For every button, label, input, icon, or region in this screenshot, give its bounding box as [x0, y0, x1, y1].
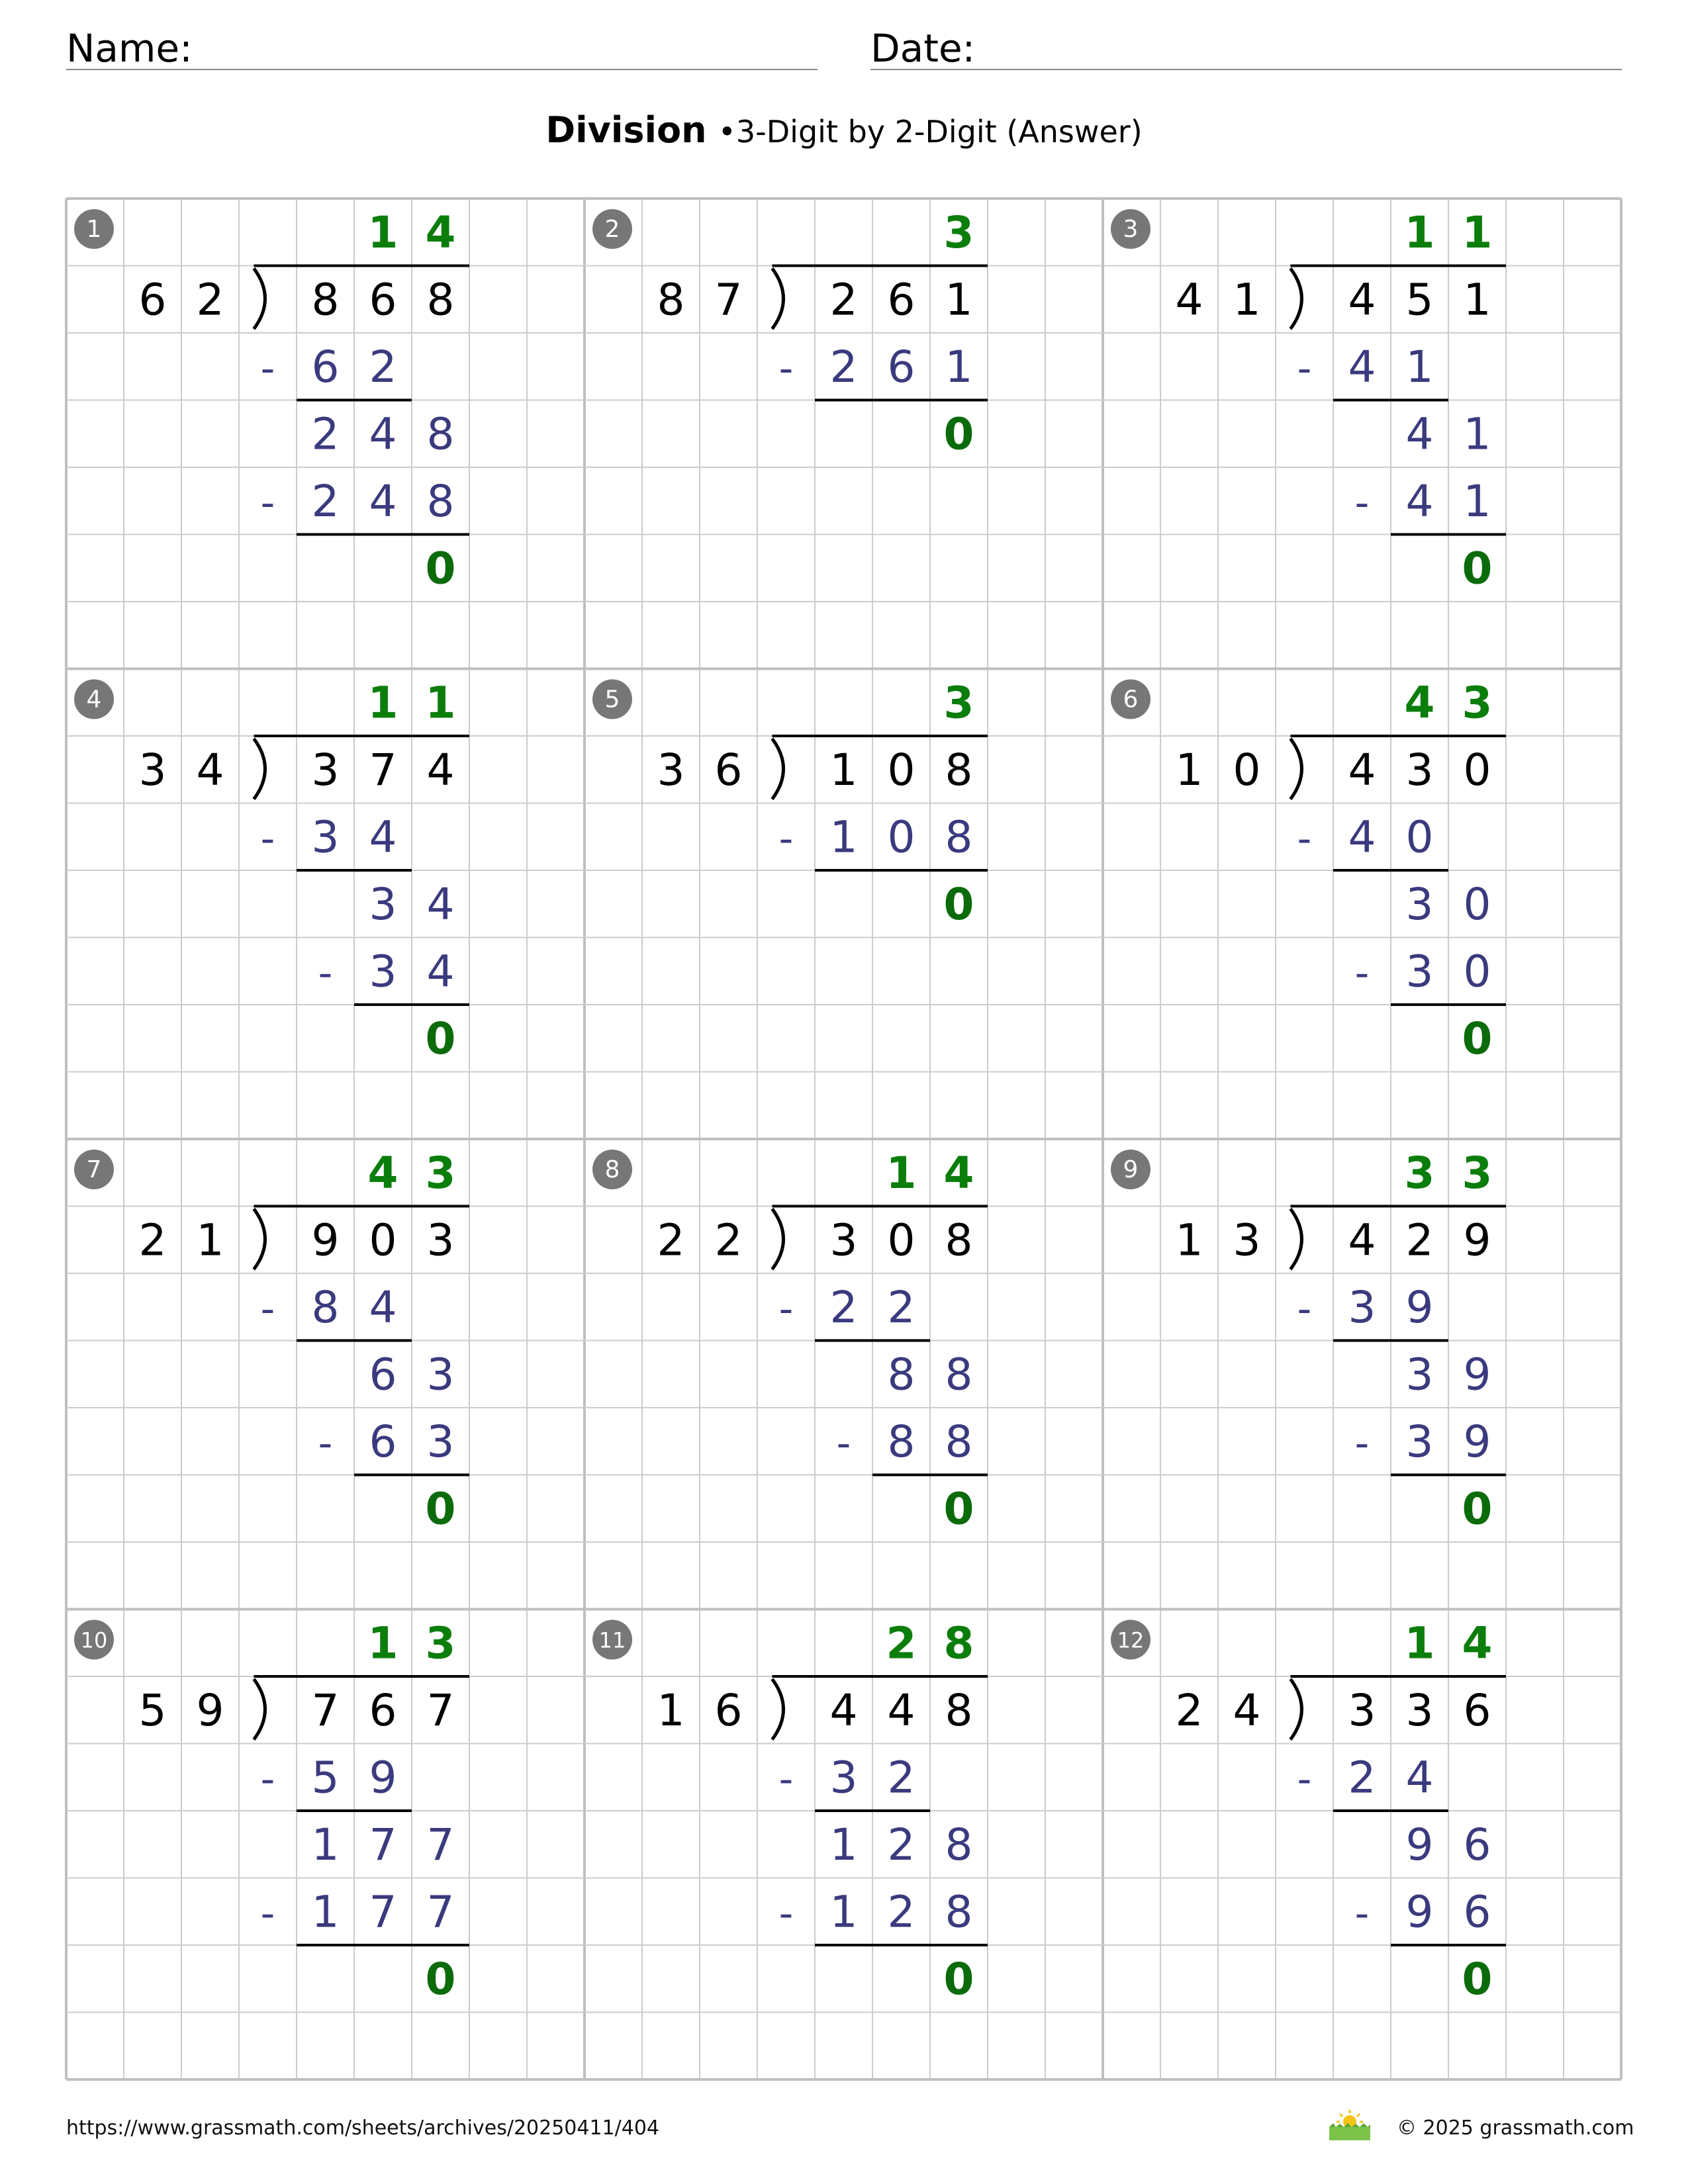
dividend-digit: 3: [1405, 1685, 1434, 1737]
subtrahend-digit: 9: [1405, 1886, 1434, 1938]
remainder-digit: 0: [425, 1013, 456, 1065]
divisor-digit: 2: [657, 1214, 685, 1266]
problem-number: 9: [1123, 1156, 1139, 1183]
divisor-digit: 2: [714, 1214, 743, 1266]
dividend-digit: 1: [829, 745, 858, 796]
subtrahend-digit: 3: [1348, 1282, 1376, 1334]
title-main: Division: [545, 109, 707, 151]
dividend-digit: 2: [1405, 1214, 1434, 1266]
subtrahend-digit: 3: [369, 946, 397, 997]
dividend-digit: 8: [945, 745, 973, 796]
quotient-digit: 3: [943, 677, 974, 729]
dividend-digit: 2: [829, 274, 858, 326]
partial-dividend-digit: 4: [369, 408, 397, 460]
quotient-digit: 3: [1462, 1148, 1493, 1199]
dividend-digit: 6: [1463, 1685, 1491, 1737]
subtrahend-digit: 8: [945, 1886, 973, 1938]
minus-sign: -: [778, 1890, 794, 1937]
divisor-digit: 3: [138, 745, 167, 796]
subtrahend-digit: 3: [1405, 1416, 1434, 1468]
dividend-digit: 0: [887, 1214, 915, 1266]
subtrahend-digit: 4: [1405, 1752, 1434, 1803]
quotient-digit: 3: [943, 207, 974, 259]
quotient-digit: 3: [1404, 1148, 1435, 1199]
subtrahend-digit: 1: [945, 341, 973, 393]
minus-sign: -: [260, 1756, 275, 1803]
quotient-digit: 1: [367, 1617, 399, 1669]
quotient-digit: 1: [425, 677, 456, 729]
divisor-digit: 1: [1175, 745, 1203, 796]
subtrahend-digit: 2: [887, 1282, 915, 1334]
dividend-digit: 5: [1405, 274, 1434, 326]
minus-sign: -: [778, 345, 794, 392]
divisor-digit: 3: [657, 745, 685, 796]
minus-sign: -: [260, 1890, 275, 1937]
quotient-digit: 4: [1462, 1617, 1493, 1669]
quotient-digit: 1: [367, 677, 399, 729]
subtrahend-digit: 4: [426, 946, 455, 997]
quotient-digit: 1: [367, 207, 399, 259]
partial-dividend-digit: 3: [1405, 879, 1434, 931]
remainder-digit: 0: [425, 1483, 456, 1535]
subtrahend-digit: 4: [369, 476, 397, 527]
problem-number: 7: [86, 1156, 102, 1183]
subtrahend-digit: 7: [369, 1886, 397, 1938]
division-bracket: [254, 739, 265, 799]
subtrahend-digit: 1: [1463, 476, 1491, 527]
division-bracket: [772, 739, 783, 799]
subtrahend-digit: 6: [1463, 1886, 1491, 1938]
dividend-digit: 0: [1463, 745, 1491, 796]
division-bracket: [772, 1679, 783, 1740]
dividend-digit: 6: [369, 274, 397, 326]
subtrahend-digit: 1: [829, 1886, 858, 1938]
problem-number: 2: [604, 216, 620, 243]
quotient-digit: 1: [886, 1148, 917, 1199]
remainder-digit: 0: [943, 1483, 974, 1535]
divisor-digit: 6: [138, 274, 167, 326]
dividend-digit: 4: [426, 745, 455, 796]
remainder-digit: 0: [425, 1954, 456, 2005]
dividend-digit: 8: [945, 1214, 973, 1266]
subtrahend-digit: 4: [1348, 341, 1376, 393]
division-bracket: [1290, 1679, 1301, 1740]
partial-dividend-digit: 7: [369, 1819, 397, 1871]
minus-sign: -: [260, 345, 275, 392]
subtrahend-digit: 2: [369, 341, 397, 393]
minus-sign: -: [260, 1286, 275, 1333]
remainder-digit: 0: [1462, 543, 1493, 594]
minus-sign: -: [1354, 1890, 1370, 1937]
problem-number: 10: [80, 1627, 108, 1653]
subtrahend-digit: 0: [1463, 946, 1491, 997]
minus-sign: -: [836, 1420, 851, 1467]
subtrahend-digit: 0: [1405, 811, 1434, 863]
partial-dividend-digit: 4: [426, 879, 455, 931]
quotient-digit: 1: [1462, 207, 1493, 259]
subtrahend-digit: 8: [887, 1416, 915, 1468]
subtrahend-digit: 2: [829, 1282, 858, 1334]
subtrahend-digit: 3: [1405, 946, 1434, 997]
subtrahend-digit: 2: [1348, 1752, 1376, 1803]
divisor-digit: 7: [714, 274, 743, 326]
subtrahend-digit: 6: [369, 1416, 397, 1468]
subtrahend-digit: 1: [311, 1886, 340, 1938]
divisor-digit: 2: [1175, 1685, 1203, 1737]
dividend-digit: 6: [887, 274, 915, 326]
dividend-digit: 3: [1405, 745, 1434, 796]
problem-number: 11: [598, 1627, 626, 1653]
dividend-digit: 1: [1463, 274, 1491, 326]
subtrahend-digit: 9: [369, 1752, 397, 1803]
division-bracket: [1290, 739, 1301, 799]
partial-dividend-digit: 4: [1405, 408, 1434, 460]
footer-url[interactable]: https://www.grassmath.com/sheets/archives/20250411/404: [66, 2116, 660, 2140]
subtrahend-digit: 6: [311, 341, 340, 393]
problem-number: 1: [86, 216, 102, 243]
subtrahend-digit: 9: [1463, 1416, 1491, 1468]
dividend-digit: 3: [829, 1214, 858, 1266]
dividend-digit: 3: [311, 745, 340, 796]
partial-dividend-digit: 2: [887, 1819, 915, 1871]
divisor-digit: 4: [1233, 1685, 1261, 1737]
subtrahend-digit: 9: [1405, 1282, 1434, 1334]
minus-sign: -: [1297, 1756, 1312, 1803]
title-subtitle: 3-Digit by 2-Digit (Answer): [735, 114, 1143, 150]
problem-number: 3: [1123, 216, 1139, 243]
quotient-digit: 4: [425, 207, 456, 259]
divisor-digit: 3: [1233, 1214, 1261, 1266]
subtrahend-digit: 3: [311, 811, 340, 863]
dividend-digit: 0: [887, 745, 915, 796]
partial-dividend-digit: 6: [369, 1349, 397, 1400]
dividend-digit: 4: [1348, 274, 1376, 326]
minus-sign: -: [1354, 1420, 1370, 1467]
dividend-digit: 9: [1463, 1214, 1491, 1266]
name-label: Name:: [66, 26, 193, 71]
dividend-digit: 7: [311, 1685, 340, 1737]
subtrahend-digit: 2: [887, 1886, 915, 1938]
partial-dividend-digit: 9: [1463, 1349, 1491, 1400]
subtrahend-digit: 8: [311, 1282, 340, 1334]
divisor-digit: 2: [138, 1214, 167, 1266]
minus-sign: -: [318, 950, 333, 997]
grass-sun-logo-icon: [1327, 2107, 1373, 2142]
partial-dividend-digit: 3: [426, 1349, 455, 1400]
dividend-digit: 4: [829, 1685, 858, 1737]
remainder-digit: 0: [1462, 1954, 1493, 2005]
subtrahend-digit: 6: [887, 341, 915, 393]
subtrahend-digit: 4: [369, 811, 397, 863]
minus-sign: -: [1354, 480, 1370, 527]
dividend-digit: 9: [311, 1214, 340, 1266]
divisor-digit: 9: [196, 1685, 224, 1737]
partial-dividend-digit: 3: [1405, 1349, 1434, 1400]
divisor-digit: 5: [138, 1685, 167, 1737]
partial-dividend-digit: 8: [945, 1349, 973, 1400]
quotient-digit: 3: [1462, 677, 1493, 729]
minus-sign: -: [778, 815, 794, 862]
minus-sign: -: [778, 1286, 794, 1333]
dividend-digit: 7: [426, 1685, 455, 1737]
dividend-digit: 8: [311, 274, 340, 326]
subtrahend-digit: 8: [945, 1416, 973, 1468]
problem-number: 6: [1123, 686, 1139, 713]
remainder-digit: 0: [425, 543, 456, 594]
minus-sign: -: [1297, 815, 1312, 862]
dividend-digit: 3: [426, 1214, 455, 1266]
divisor-digit: 4: [1175, 274, 1203, 326]
subtrahend-digit: 4: [1405, 476, 1434, 527]
quotient-digit: 3: [425, 1617, 456, 1669]
divisor-digit: 0: [1233, 745, 1261, 796]
dividend-digit: 0: [369, 1214, 397, 1266]
problem-number: 12: [1117, 1627, 1145, 1653]
partial-dividend-digit: 1: [1463, 408, 1491, 460]
subtrahend-digit: 1: [829, 811, 858, 863]
division-bracket: [1290, 1209, 1301, 1270]
subtrahend-digit: 4: [369, 1282, 397, 1334]
partial-dividend-digit: 1: [311, 1819, 340, 1871]
partial-dividend-digit: 9: [1405, 1819, 1434, 1871]
divisor-digit: 1: [196, 1214, 224, 1266]
dividend-digit: 4: [887, 1685, 915, 1737]
quotient-digit: 4: [943, 1148, 974, 1199]
partial-dividend-digit: 7: [426, 1819, 455, 1871]
partial-dividend-digit: 8: [945, 1819, 973, 1871]
quotient-digit: 4: [1404, 677, 1435, 729]
subtrahend-digit: 4: [1348, 811, 1376, 863]
problem-number: 8: [604, 1156, 620, 1183]
dividend-digit: 8: [426, 274, 455, 326]
division-bracket: [254, 1209, 265, 1270]
remainder-digit: 0: [1462, 1483, 1493, 1535]
partial-dividend-digit: 0: [1463, 879, 1491, 931]
divisor-digit: 6: [714, 1685, 743, 1737]
subtrahend-digit: 3: [829, 1752, 858, 1803]
divisor-digit: 1: [1175, 1214, 1203, 1266]
divisor-digit: 6: [714, 745, 743, 796]
remainder-digit: 0: [943, 408, 974, 460]
minus-sign: -: [1297, 345, 1312, 392]
quotient-digit: 2: [886, 1617, 917, 1669]
minus-sign: -: [778, 1756, 794, 1803]
quotient-digit: 4: [367, 1148, 399, 1199]
minus-sign: -: [1297, 1286, 1312, 1333]
minus-sign: -: [260, 815, 275, 862]
divisor-digit: 8: [657, 274, 685, 326]
partial-dividend-digit: 2: [311, 408, 340, 460]
minus-sign: -: [260, 480, 275, 527]
quotient-digit: 8: [943, 1617, 974, 1669]
remainder-digit: 0: [1462, 1013, 1493, 1065]
subtrahend-digit: 2: [311, 476, 340, 527]
divisor-digit: 2: [196, 274, 224, 326]
dividend-digit: 3: [1348, 1685, 1376, 1737]
divisor-digit: 1: [657, 1685, 685, 1737]
subtrahend-digit: 1: [1405, 341, 1434, 393]
subtrahend-digit: 2: [887, 1752, 915, 1803]
subtrahend-digit: 5: [311, 1752, 340, 1803]
subtrahend-digit: 0: [887, 811, 915, 863]
title-bullet: •: [718, 114, 736, 150]
footer-copyright: © 2025 grassmath.com: [1397, 2116, 1634, 2140]
dividend-digit: 4: [1348, 1214, 1376, 1266]
partial-dividend-digit: 1: [829, 1819, 858, 1871]
quotient-digit: 1: [1404, 207, 1435, 259]
remainder-digit: 0: [943, 1954, 974, 2005]
dividend-digit: 4: [1348, 745, 1376, 796]
problem-number: 5: [604, 686, 620, 713]
partial-dividend-digit: 8: [426, 408, 455, 460]
subtrahend-digit: 8: [426, 476, 455, 527]
subtrahend-digit: 8: [945, 811, 973, 863]
division-bracket: [254, 269, 265, 330]
partial-dividend-digit: 6: [1463, 1819, 1491, 1871]
divisor-digit: 4: [196, 745, 224, 796]
subtrahend-digit: 3: [426, 1416, 455, 1468]
division-bracket: [1290, 269, 1301, 330]
subtrahend-digit: 7: [426, 1886, 455, 1938]
quotient-digit: 1: [1404, 1617, 1435, 1669]
partial-dividend-digit: 8: [887, 1349, 915, 1400]
division-bracket: [772, 269, 783, 330]
divisor-digit: 1: [1233, 274, 1261, 326]
dividend-digit: 6: [369, 1685, 397, 1737]
partial-dividend-digit: 3: [369, 879, 397, 931]
dividend-digit: 8: [945, 1685, 973, 1737]
division-bracket: [772, 1209, 783, 1270]
problem-number: 4: [86, 686, 102, 713]
quotient-digit: 3: [425, 1148, 456, 1199]
subtrahend-digit: 2: [829, 341, 858, 393]
division-bracket: [254, 1679, 265, 1740]
dividend-digit: 1: [945, 274, 973, 326]
dividend-digit: 7: [369, 745, 397, 796]
minus-sign: -: [1354, 950, 1370, 997]
remainder-digit: 0: [943, 879, 974, 931]
date-label: Date:: [870, 26, 976, 71]
minus-sign: -: [318, 1420, 333, 1467]
